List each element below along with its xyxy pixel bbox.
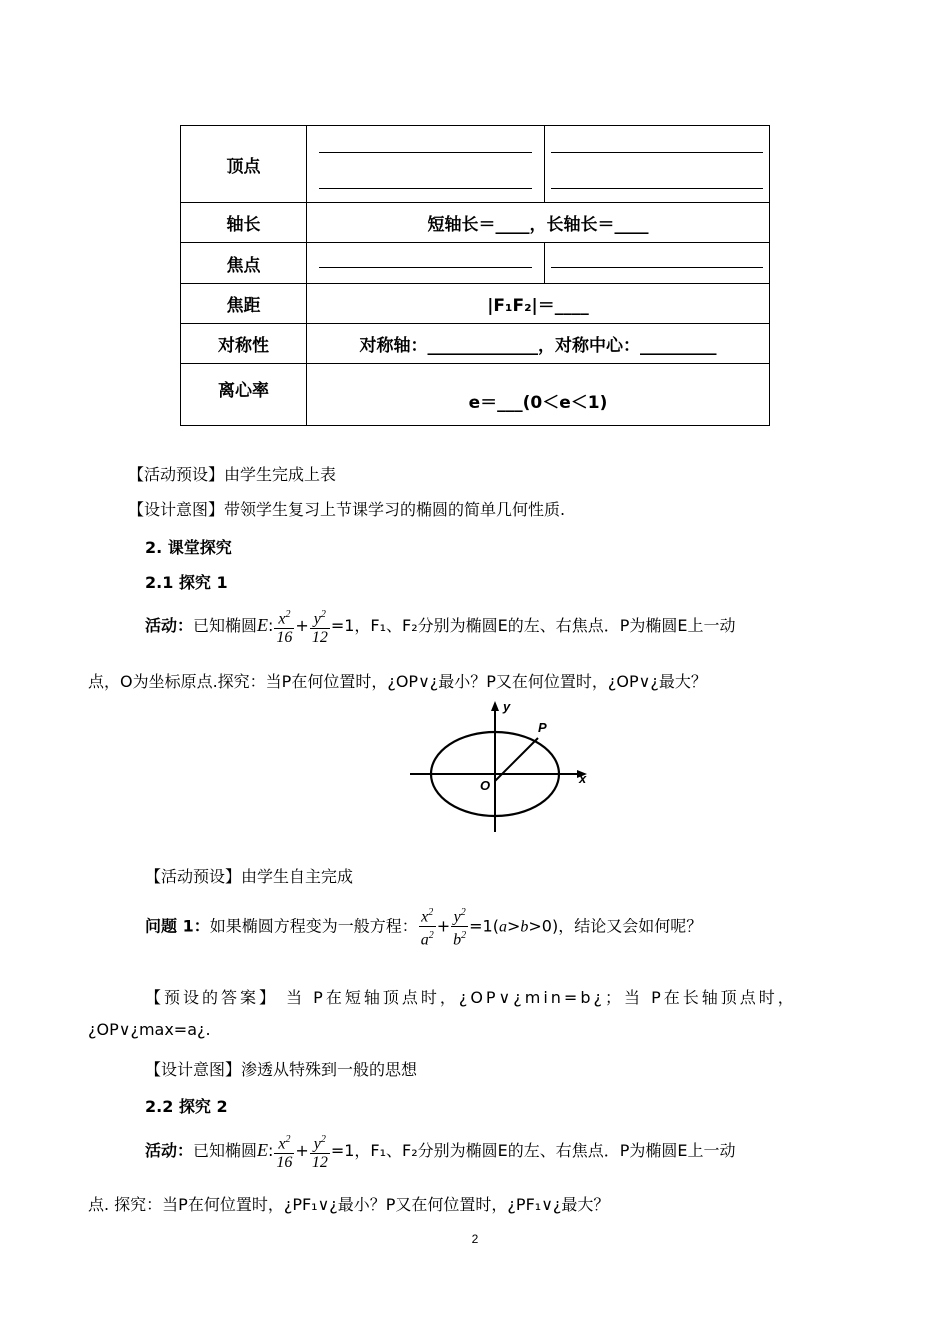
design-intent-2: 【设计意图】渗透从特殊到一般的思想 [145, 1060, 418, 1079]
table-row [181, 324, 770, 364]
fraction: $\frac{x^2}{a^2}$ [419, 904, 436, 950]
ellipse-properties-table [180, 125, 770, 426]
subsection-heading-2: 2.2 探究 2 [145, 1097, 228, 1116]
row-label-axis: 轴长 [181, 203, 307, 243]
fraction: $\frac{x^2}{16}$ [274, 606, 294, 647]
question-label: 问题 1： [145, 916, 210, 936]
fraction: $\frac{x^2}{16}$ [274, 1131, 294, 1172]
activity-preset-2: 【活动预设】由学生自主完成 [145, 867, 354, 886]
fraction: $\frac{y^2}{12}$ [310, 606, 330, 647]
design-intent-1: 【设计意图】带领学生复习上节课学习的椭圆的简单几何性质. [128, 500, 566, 519]
question-1-text-b: ，结论又会如何呢？ [558, 916, 703, 936]
page-number: 2 [471, 1232, 479, 1246]
focal-distance-cell: |F₁F₂|＝____ [307, 284, 770, 324]
row-label-eccentricity: 离心率 [181, 364, 307, 426]
table-row [181, 126, 770, 203]
row-label-vertex: 顶点 [181, 126, 307, 203]
activity-label: 活动： [145, 616, 194, 636]
activity-1-line-2: 点，O为坐标原点.探究：当P在何位置时，¿OP∨¿最小？P又在何位置时，¿OP∨¿最大？ [88, 672, 707, 691]
table-row [181, 243, 770, 284]
row-label-symmetry: 对称性 [181, 324, 307, 364]
preset-answer-line-1: 【预设的答案】 当 P在短轴顶点时，¿OP∨¿min=b¿；当 P在长轴顶点时， [145, 988, 797, 1007]
focus-blank-left [307, 243, 545, 284]
question-1-text-a: 如果椭圆方程变为一般方程： [209, 916, 418, 936]
activity-2-text-b: ，F₁、F₂分别为椭圆E的左、右焦点．P为椭圆E上一动 [354, 1141, 736, 1161]
vertex-blank-right [545, 126, 770, 203]
activity-1-line-1: 活动：已知椭圆E: $\frac{x^2}{16}$ + $\frac{y^2}{12}$ =1，F₁、F₂分别为椭圆E的左、右焦点．P为椭圆E上一动 [145, 606, 736, 647]
row-label-focal-distance: 焦距 [181, 284, 307, 324]
vertex-blank-left [307, 126, 545, 203]
table-row [181, 203, 770, 243]
focus-blank-right [545, 243, 770, 284]
preset-answer-line-2: ¿OP∨¿max=a¿. [88, 1020, 211, 1039]
section-heading: 2. 课堂探究 [145, 538, 232, 557]
activity-2-line-2: 点. 探究：当P在何位置时，¿PF₁∨¿最小？P又在何位置时，¿PF₁∨¿最大？ [88, 1195, 610, 1214]
activity-1-text-b: ，F₁、F₂分别为椭圆E的左、右焦点．P为椭圆E上一动 [354, 616, 736, 636]
activity-1-text-a: 已知椭圆 [193, 616, 258, 636]
activity-label: 活动： [145, 1141, 194, 1161]
fraction: $\frac{y^2}{b^2}$ [451, 904, 468, 950]
origin-label: O [480, 778, 491, 793]
x-axis-label: x [579, 771, 587, 786]
symmetry-cell: 对称轴：_____________，对称中心：_________ [307, 324, 770, 364]
row-label-focus: 焦点 [181, 243, 307, 284]
p-point-label: P [538, 720, 547, 735]
activity-2-line-1: 活动：已知椭圆E: $\frac{x^2}{16}$ + $\frac{y^2}{12}$ =1，F₁、F₂分别为椭圆E的左、右焦点．P为椭圆E上一动 [145, 1131, 736, 1172]
eccentricity-cell: e＝___(0＜e＜1) [307, 364, 770, 426]
activity-2-text-a: 已知椭圆 [193, 1141, 258, 1161]
table-row [181, 364, 770, 426]
table-row [181, 284, 770, 324]
subsection-heading-1: 2.1 探究 1 [145, 573, 228, 592]
ellipse-figure [405, 698, 595, 838]
axis-length-cell: 短轴长＝____，长轴长＝____ [307, 203, 770, 243]
question-1: 问题 1：如果椭圆方程变为一般方程： $\frac{x^2}{a^2}$ + $\frac{y^2}{b^2}$ =1(a>b>0)，结论又会如何呢？ [145, 904, 702, 950]
fraction: $\frac{y^2}{12}$ [310, 1131, 330, 1172]
y-axis-label: y [503, 699, 511, 714]
activity-preset-1: 【活动预设】由学生完成上表 [128, 465, 337, 484]
